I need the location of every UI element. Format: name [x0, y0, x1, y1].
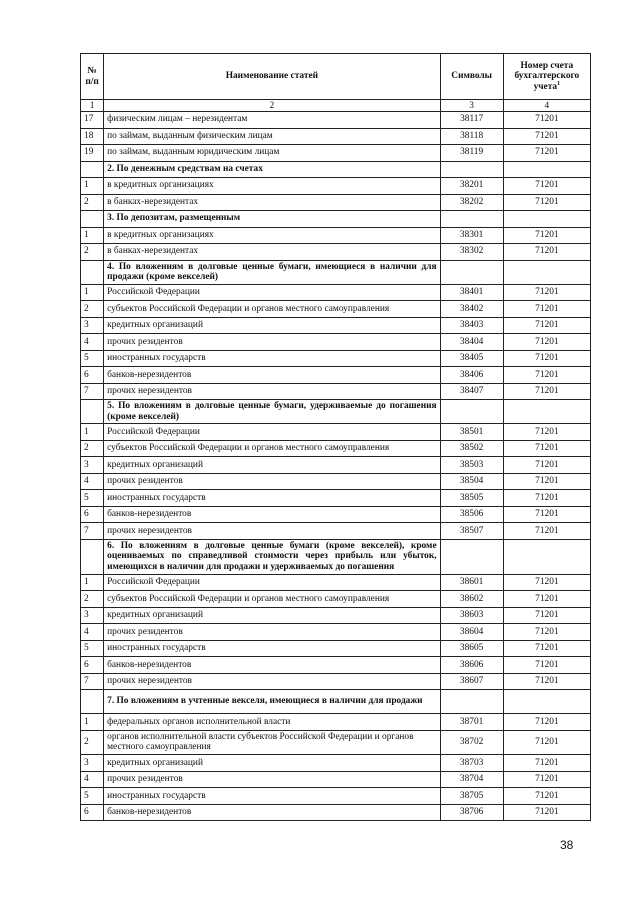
- header-account-label: Номер счета бухгалтерского учета: [514, 60, 580, 92]
- item-name: в банках-нерезидентах: [104, 244, 440, 261]
- row-number: 6: [81, 657, 104, 674]
- symbol-code: 38405: [440, 350, 503, 367]
- item-name: Российской Федерации: [104, 424, 440, 441]
- row-number: 3: [81, 755, 104, 772]
- section-row: [81, 211, 591, 228]
- account-number: [503, 690, 590, 714]
- account-number: 71201: [503, 383, 590, 400]
- item-name: кредитных организаций: [104, 317, 440, 334]
- section-title: 7. По вложениям в учтенные векселя, имеющиеся в наличии для продажи: [104, 690, 440, 714]
- header-num: № п/п: [81, 54, 104, 100]
- section-title: 4. По вложениям в долговые ценные бумаги, имеющиеся в наличии для продажи (кроме векселей): [104, 260, 440, 284]
- symbol-code: 38402: [440, 301, 503, 318]
- item-name: органов исполнительной власти субъектов Российской Федерации и органов местного самоуправления: [104, 730, 440, 754]
- symbol-code: 38606: [440, 657, 503, 674]
- item-name: Российской Федерации: [104, 284, 440, 301]
- row-number: [81, 260, 104, 284]
- account-number: [503, 400, 590, 424]
- footnote-marker: 1: [557, 80, 561, 87]
- table-row: [81, 523, 591, 540]
- symbol-code: 38704: [440, 771, 503, 788]
- account-number: 71201: [503, 771, 590, 788]
- symbol-code: 38705: [440, 788, 503, 805]
- symbol-code: 38601: [440, 574, 503, 591]
- row-number: 6: [81, 367, 104, 384]
- account-number: 71201: [503, 804, 590, 821]
- item-name: банков-нерезидентов: [104, 506, 440, 523]
- row-number: 3: [81, 457, 104, 474]
- item-name: субъектов Российской Федерации и органов местного самоуправления: [104, 301, 440, 318]
- item-name: кредитных организаций: [104, 457, 440, 474]
- account-number: [503, 211, 590, 228]
- item-name: субъектов Российской Федерации и органов местного самоуправления: [104, 440, 440, 457]
- account-number: 71201: [503, 301, 590, 318]
- symbol-code: [440, 539, 503, 574]
- symbol-code: 38602: [440, 591, 503, 608]
- account-number: [503, 161, 590, 178]
- account-number: [503, 539, 590, 574]
- account-number: 71201: [503, 145, 590, 162]
- row-number: [81, 161, 104, 178]
- item-name: в кредитных организациях: [104, 227, 440, 244]
- section-row: [81, 539, 591, 574]
- item-name: по займам, выданным физическим лицам: [104, 128, 440, 145]
- item-name: иностранных государств: [104, 788, 440, 805]
- row-number: 2: [81, 244, 104, 261]
- section-title: 3. По депозитам, размещенным: [104, 211, 440, 228]
- row-number: [81, 539, 104, 574]
- symbol-code: 38404: [440, 334, 503, 351]
- col-number-1: 1: [81, 100, 104, 112]
- row-number: 5: [81, 350, 104, 367]
- row-number: 5: [81, 490, 104, 507]
- col-number-2: 2: [104, 100, 440, 112]
- item-name: прочих нерезидентов: [104, 673, 440, 690]
- table-row: [81, 771, 591, 788]
- table-row: [81, 244, 591, 261]
- table-row: [81, 473, 591, 490]
- item-name: банков-нерезидентов: [104, 367, 440, 384]
- item-name: прочих резидентов: [104, 334, 440, 351]
- table-row: [81, 788, 591, 805]
- table-row: [81, 145, 591, 162]
- item-name: кредитных организаций: [104, 607, 440, 624]
- account-number: 71201: [503, 334, 590, 351]
- row-number: 17: [81, 112, 104, 129]
- symbol-code: 38202: [440, 194, 503, 211]
- account-number: 71201: [503, 607, 590, 624]
- table-body: [81, 112, 591, 821]
- symbol-code: [440, 400, 503, 424]
- symbol-code: 38201: [440, 178, 503, 195]
- table-row: [81, 804, 591, 821]
- table-row: [81, 128, 591, 145]
- section-title: 5. По вложениям в долговые ценные бумаги, удерживаемые до погашения (кроме векселей): [104, 400, 440, 424]
- table-row: [81, 574, 591, 591]
- table-row: [81, 334, 591, 351]
- item-name: прочих резидентов: [104, 624, 440, 641]
- symbol-code: 38403: [440, 317, 503, 334]
- row-number: 4: [81, 334, 104, 351]
- row-number: [81, 211, 104, 228]
- symbol-code: 38701: [440, 714, 503, 731]
- symbol-code: 38301: [440, 227, 503, 244]
- table-row: [81, 490, 591, 507]
- row-number: 7: [81, 523, 104, 540]
- account-number: 71201: [503, 624, 590, 641]
- symbol-code: 38502: [440, 440, 503, 457]
- account-number: 71201: [503, 523, 590, 540]
- row-number: 2: [81, 440, 104, 457]
- table-row: [81, 301, 591, 318]
- section-title: 6. По вложениям в долговые ценные бумаги (кроме векселей), кроме оцениваемых по справедливой стоимости через прибыль или убыток, имеющихся в наличии для продажи и удерживаемых до погашения: [104, 539, 440, 574]
- table-row: [81, 640, 591, 657]
- row-number: 1: [81, 178, 104, 195]
- row-number: [81, 690, 104, 714]
- symbol-code: 38302: [440, 244, 503, 261]
- account-number: 71201: [503, 640, 590, 657]
- item-name: физическим лицам – нерезидентам: [104, 112, 440, 129]
- symbol-code: 38505: [440, 490, 503, 507]
- row-number: 4: [81, 771, 104, 788]
- item-name: иностранных государств: [104, 490, 440, 507]
- account-number: [503, 260, 590, 284]
- row-number: 2: [81, 194, 104, 211]
- table-row: [81, 714, 591, 731]
- table-row: [81, 194, 591, 211]
- symbol-code: [440, 161, 503, 178]
- account-number: 71201: [503, 244, 590, 261]
- item-name: Российской Федерации: [104, 574, 440, 591]
- symbol-code: 38605: [440, 640, 503, 657]
- table-row: [81, 424, 591, 441]
- table-row: [81, 112, 591, 129]
- symbol-code: 38706: [440, 804, 503, 821]
- account-number: 71201: [503, 128, 590, 145]
- row-number: 6: [81, 804, 104, 821]
- section-title: 2. По денежным средствам на счетах: [104, 161, 440, 178]
- header-account: [503, 54, 590, 100]
- account-number: 71201: [503, 440, 590, 457]
- item-name: иностранных государств: [104, 350, 440, 367]
- table-row: [81, 755, 591, 772]
- section-row: [81, 260, 591, 284]
- account-number: 71201: [503, 473, 590, 490]
- row-number: 2: [81, 730, 104, 754]
- account-number: 71201: [503, 730, 590, 754]
- symbol-code: 38703: [440, 755, 503, 772]
- table-row: [81, 591, 591, 608]
- account-number: 71201: [503, 506, 590, 523]
- symbol-code: [440, 690, 503, 714]
- account-number: 71201: [503, 194, 590, 211]
- symbol-code: 38407: [440, 383, 503, 400]
- symbol-code: 38118: [440, 128, 503, 145]
- row-number: 7: [81, 383, 104, 400]
- table-row: [81, 657, 591, 674]
- account-number: 71201: [503, 657, 590, 674]
- account-number: 71201: [503, 490, 590, 507]
- item-name: банков-нерезидентов: [104, 657, 440, 674]
- table-row: [81, 317, 591, 334]
- account-number: 71201: [503, 788, 590, 805]
- accounts-table: [80, 53, 591, 821]
- symbol-code: 38603: [440, 607, 503, 624]
- account-number: 71201: [503, 112, 590, 129]
- table-row: [81, 624, 591, 641]
- table-row: [81, 350, 591, 367]
- account-number: 71201: [503, 367, 590, 384]
- item-name: прочих нерезидентов: [104, 523, 440, 540]
- table-row: [81, 673, 591, 690]
- item-name: по займам, выданным юридическим лицам: [104, 145, 440, 162]
- symbol-code: [440, 260, 503, 284]
- symbol-code: 38506: [440, 506, 503, 523]
- symbol-code: 38504: [440, 473, 503, 490]
- account-number: 71201: [503, 673, 590, 690]
- account-number: 71201: [503, 714, 590, 731]
- row-number: 1: [81, 714, 104, 731]
- symbol-code: 38117: [440, 112, 503, 129]
- account-number: 71201: [503, 574, 590, 591]
- section-row: [81, 400, 591, 424]
- account-number: 71201: [503, 424, 590, 441]
- item-name: кредитных организаций: [104, 755, 440, 772]
- symbol-code: 38607: [440, 673, 503, 690]
- row-number: 5: [81, 640, 104, 657]
- symbol-code: 38401: [440, 284, 503, 301]
- header-name: Наименование статей: [104, 54, 440, 100]
- row-number: 1: [81, 424, 104, 441]
- symbol-code: 38406: [440, 367, 503, 384]
- page-number: 38: [560, 838, 574, 852]
- item-name: иностранных государств: [104, 640, 440, 657]
- row-number: 7: [81, 673, 104, 690]
- account-number: 71201: [503, 317, 590, 334]
- item-name: прочих резидентов: [104, 771, 440, 788]
- account-number: 71201: [503, 350, 590, 367]
- item-name: в банках-нерезидентах: [104, 194, 440, 211]
- symbol-code: 38604: [440, 624, 503, 641]
- item-name: банков-нерезидентов: [104, 804, 440, 821]
- account-number: 71201: [503, 591, 590, 608]
- row-number: 6: [81, 506, 104, 523]
- symbol-code: 38503: [440, 457, 503, 474]
- table-row: [81, 227, 591, 244]
- table-row: [81, 506, 591, 523]
- symbol-code: 38501: [440, 424, 503, 441]
- table-row: [81, 383, 591, 400]
- row-number: 3: [81, 317, 104, 334]
- table-row: [81, 607, 591, 624]
- symbol-code: 38119: [440, 145, 503, 162]
- symbol-code: [440, 211, 503, 228]
- row-number: 2: [81, 301, 104, 318]
- symbol-code: 38702: [440, 730, 503, 754]
- table-row: [81, 440, 591, 457]
- account-number: 71201: [503, 755, 590, 772]
- table-row: [81, 367, 591, 384]
- table-row: [81, 457, 591, 474]
- item-name: прочих резидентов: [104, 473, 440, 490]
- item-name: прочих нерезидентов: [104, 383, 440, 400]
- account-number: 71201: [503, 227, 590, 244]
- header-symbols: Символы: [440, 54, 503, 100]
- section-row: [81, 161, 591, 178]
- row-number: 19: [81, 145, 104, 162]
- row-number: 1: [81, 227, 104, 244]
- row-number: 3: [81, 607, 104, 624]
- row-number: 2: [81, 591, 104, 608]
- symbol-code: 38507: [440, 523, 503, 540]
- col-number-4: 4: [503, 100, 590, 112]
- row-number: 18: [81, 128, 104, 145]
- item-name: федеральных органов исполнительной власти: [104, 714, 440, 731]
- row-number: [81, 400, 104, 424]
- row-number: 5: [81, 788, 104, 805]
- account-number: 71201: [503, 178, 590, 195]
- item-name: в кредитных организациях: [104, 178, 440, 195]
- account-number: 71201: [503, 457, 590, 474]
- section-row: [81, 690, 591, 714]
- row-number: 1: [81, 574, 104, 591]
- row-number: 4: [81, 473, 104, 490]
- table-row: [81, 284, 591, 301]
- row-number: 4: [81, 624, 104, 641]
- table-row: [81, 178, 591, 195]
- account-number: 71201: [503, 284, 590, 301]
- table-row: [81, 730, 591, 754]
- row-number: 1: [81, 284, 104, 301]
- item-name: субъектов Российской Федерации и органов местного самоуправления: [104, 591, 440, 608]
- col-number-3: 3: [440, 100, 503, 112]
